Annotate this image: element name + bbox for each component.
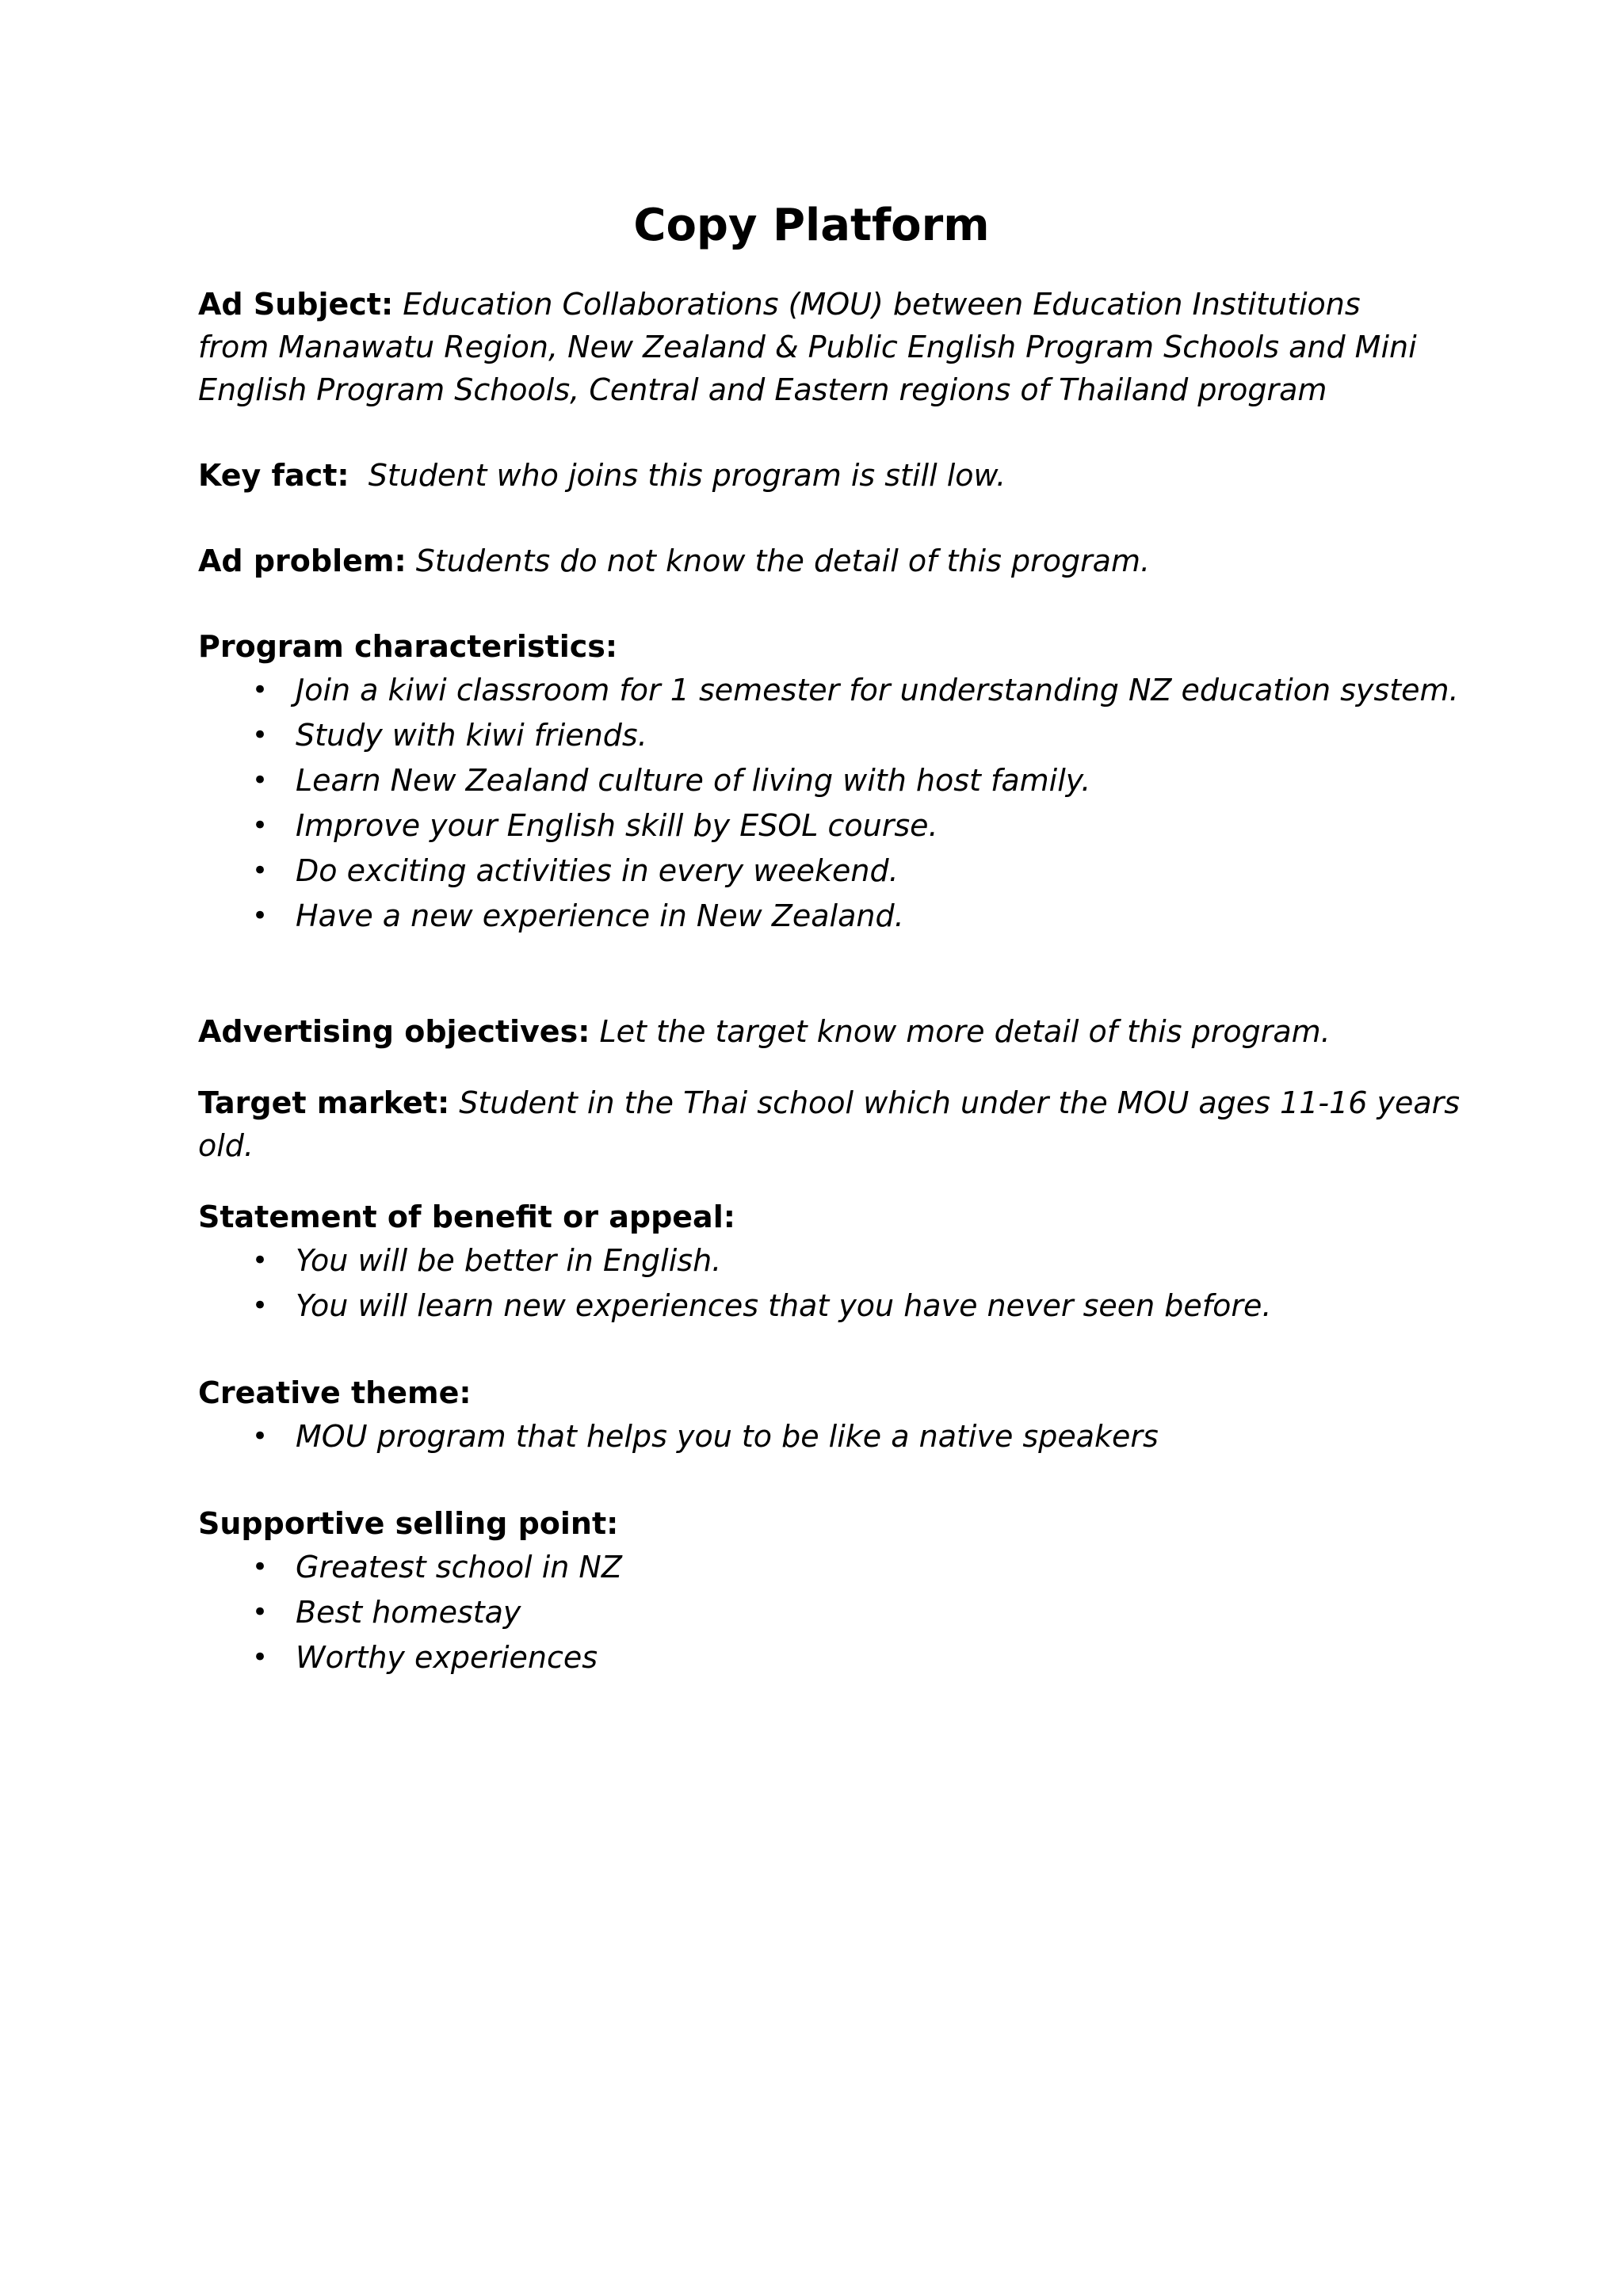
advertising-objectives-section: [198, 1010, 1466, 1053]
ad-problem-value: Students do not know the detail of this program.: [415, 543, 1151, 578]
supportive-selling-point-section: [198, 1502, 1466, 1680]
statement-of-benefit-list: [198, 1238, 1466, 1329]
advertising-objectives-value: Let the target know more detail of this program.: [599, 1014, 1331, 1049]
list-item: • Greatest school in NZ: [198, 1545, 1466, 1590]
bullet-icon: •: [252, 1421, 269, 1452]
list-item: • Learn New Zealand culture of living with host family.: [198, 758, 1466, 803]
creative-theme-list: [198, 1414, 1466, 1459]
list-item: • Join a kiwi classroom for 1 semester for understanding NZ education system.: [198, 668, 1466, 713]
bullet-icon: •: [252, 810, 269, 841]
key-fact-label: Key fact:: [198, 458, 349, 493]
program-characteristics-section: [198, 625, 1466, 939]
bullet-icon: •: [252, 900, 269, 932]
list-item: • Improve your English skill by ESOL course.: [198, 803, 1466, 849]
advertising-objectives-label: Advertising objectives:: [198, 1014, 590, 1049]
page-title: Copy Platform: [633, 200, 990, 251]
ad-subject-value: Education Collaborations (MOU) between Education Institutions from Manawatu Region, New Zealand & Public English Program Schools and Mini English Program Schools, Central and Eastern regions of Thailand program: [198, 287, 1417, 407]
key-fact-value: Student who joins this program is still low.: [368, 458, 1006, 493]
list-item: • Worthy experiences: [198, 1635, 1466, 1680]
bullet-icon: •: [252, 719, 269, 751]
list-item: • You will learn new experiences that you have never seen before.: [198, 1283, 1466, 1329]
target-market-value: Student in the Thai school which under the MOU ages 11-16 years old.: [198, 1085, 1461, 1163]
ad-subject-label: Ad Subject:: [198, 287, 394, 322]
ad-problem-label: Ad problem:: [198, 543, 407, 578]
statement-of-benefit-label: Statement of benefit or appeal:: [198, 1199, 735, 1234]
bullet-icon: •: [252, 855, 269, 887]
document-body: [198, 283, 1466, 1680]
bullet-icon: •: [252, 1596, 269, 1628]
target-market-label: Target market:: [198, 1085, 450, 1120]
ad-subject-section: [198, 283, 1434, 411]
key-fact-section: [198, 454, 1466, 497]
ad-problem-section: [198, 540, 1466, 582]
creative-theme-section: [198, 1371, 1466, 1459]
target-market-section: [198, 1081, 1466, 1167]
list-item: • Study with kiwi friends.: [198, 713, 1466, 758]
bullet-icon: •: [252, 674, 269, 706]
list-item: • Best homestay: [198, 1590, 1466, 1635]
bullet-icon: •: [252, 1642, 269, 1673]
program-characteristics-list: [198, 668, 1466, 939]
list-item: • You will be better in English.: [198, 1238, 1466, 1283]
bullet-icon: •: [252, 1245, 269, 1276]
list-item: • Have a new experience in New Zealand.: [198, 894, 1466, 939]
list-item: • MOU program that helps you to be like a native speakers: [198, 1414, 1466, 1459]
supportive-selling-point-list: [198, 1545, 1466, 1680]
list-item: • Do exciting activities in every weekend.: [198, 849, 1466, 894]
creative-theme-label: Creative theme:: [198, 1375, 472, 1410]
supportive-selling-point-label: Supportive selling point:: [198, 1506, 619, 1541]
bullet-icon: •: [252, 1551, 269, 1583]
statement-of-benefit-section: [198, 1196, 1466, 1329]
program-characteristics-label: Program characteristics:: [198, 629, 618, 664]
bullet-icon: •: [252, 1290, 269, 1322]
bullet-icon: •: [252, 765, 269, 796]
